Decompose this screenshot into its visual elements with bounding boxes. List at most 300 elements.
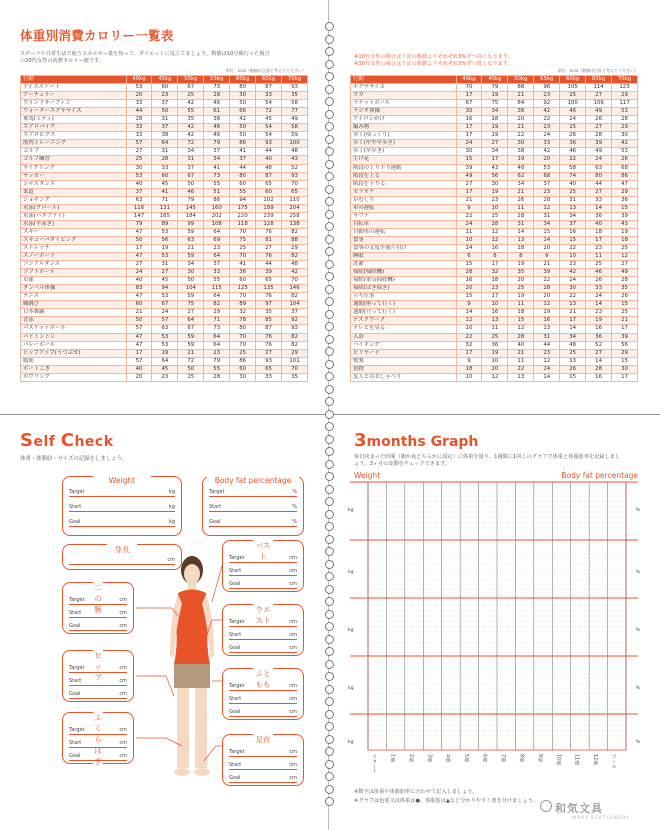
- kcal-cell: 45: [256, 116, 282, 124]
- kcal-cell: 32: [456, 341, 482, 349]
- kcal-cell: 11: [456, 228, 482, 236]
- activity-cell: 掃除(はき掃き): [351, 285, 457, 293]
- ankle-target-field[interactable]: Target cm: [229, 749, 297, 755]
- kcal-cell: 49: [612, 269, 638, 277]
- kcal-cell: 11: [508, 357, 534, 365]
- kcal-cell: 22: [560, 293, 586, 301]
- kcal-cell: 39: [534, 269, 560, 277]
- calf-goal-field[interactable]: Goal cm: [69, 753, 127, 759]
- kcal-cell: 37: [281, 309, 307, 317]
- kcal-cell: 17: [612, 373, 638, 381]
- table-row: [21, 196, 308, 204]
- kcal-cell: 22: [560, 244, 586, 252]
- activity-cell: 掃除(掃除機): [351, 269, 457, 277]
- binder-ring: [325, 460, 334, 469]
- kcal-cell: 67: [178, 84, 204, 92]
- week-label: 6週: [481, 754, 487, 762]
- kcal-cell: 15: [612, 301, 638, 309]
- kcal-cell: 25: [586, 261, 612, 269]
- kcal-cell: 48: [508, 164, 534, 172]
- kcal-cell: 34: [560, 333, 586, 341]
- kg-axis-label: kg: [348, 508, 354, 513]
- activity-cell: アイススケート: [21, 84, 127, 92]
- kcal-cell: 17: [612, 325, 638, 333]
- activity-cell: テレビを見る: [351, 325, 457, 333]
- activity-cell: 歩く(やや早歩き): [351, 140, 457, 148]
- activity-cell: テニス: [21, 293, 127, 301]
- kcal-cell: 28: [612, 116, 638, 124]
- kcal-cell: 59: [178, 341, 204, 349]
- kcal-cell: 53: [152, 293, 178, 301]
- kcal-cell: 17: [126, 349, 152, 357]
- table-row: [21, 132, 308, 140]
- activity-cell: 通勤(立って行く): [351, 309, 457, 317]
- kcal-cell: 82: [281, 228, 307, 236]
- bodyfat-label: Body fat percentage: [207, 476, 299, 485]
- kcal-cell: 79: [126, 220, 152, 228]
- kcal-cell: 14: [586, 301, 612, 309]
- activity-cell: ゴルフ練習: [21, 156, 127, 164]
- kcal-cell: 39: [612, 333, 638, 341]
- kcal-cell: 30: [560, 285, 586, 293]
- kcal-cell: 29: [281, 244, 307, 252]
- kcal-cell: 92: [534, 100, 560, 108]
- kcal-cell: 37: [152, 124, 178, 132]
- kcal-cell: 21: [178, 244, 204, 252]
- kcal-cell: 33: [126, 132, 152, 140]
- kcal-cell: 72: [178, 357, 204, 365]
- age-note-teens: ※10代女性の場合は下記の数値よりそれぞれ5%ずつ高くなります。: [354, 54, 513, 60]
- table-row: [21, 365, 308, 373]
- kcal-cell: 50: [230, 124, 256, 132]
- table-row: [21, 293, 308, 301]
- kcal-cell: 80: [586, 172, 612, 180]
- kcal-cell: 25: [482, 333, 508, 341]
- kcal-cell: 25: [230, 244, 256, 252]
- activity-cell: 歩く(ゆっくり): [351, 132, 457, 140]
- kcal-cell: 20: [126, 92, 152, 100]
- activity-cell: スノーボード: [21, 253, 127, 261]
- kcal-cell: 19: [152, 349, 178, 357]
- hip-goal-field[interactable]: Goal cm: [69, 691, 127, 697]
- waist-goal-field[interactable]: Goal cm: [229, 645, 297, 651]
- table-row: [21, 92, 308, 100]
- graph-grid[interactable]: [346, 478, 642, 753]
- bodyfat-target-field[interactable]: Target %: [209, 489, 297, 495]
- ankle-goal-field[interactable]: Goal cm: [229, 775, 297, 781]
- calf-start-field[interactable]: Start cm: [69, 740, 127, 746]
- table-intro: スポーツや日常生活で使うエネルギー量を知って、ダイエットに役立てましょう。数値は10分間行った場合の20代女性の消費カロリー値です。: [20, 51, 270, 64]
- kcal-cell: 27: [256, 349, 282, 357]
- kcal-cell: 36: [230, 269, 256, 277]
- column-header-55kg: 55kg: [534, 76, 560, 84]
- kcal-cell: 67: [178, 325, 204, 333]
- kcal-cell: 33: [586, 285, 612, 293]
- kcal-cell: 22: [508, 365, 534, 373]
- kcal-cell: 24: [586, 156, 612, 164]
- kcal-cell: 30: [126, 164, 152, 172]
- upper-arm-start-field[interactable]: Start cm: [69, 610, 127, 616]
- week-label: スタート: [371, 754, 376, 774]
- kcal-cell: 60: [256, 188, 282, 196]
- kcal-cell: 31: [534, 212, 560, 220]
- activity-cell: スキー: [21, 228, 127, 236]
- height-field[interactable]: cm: [69, 555, 175, 565]
- week-label: 7週: [500, 754, 505, 762]
- kcal-cell: 82: [204, 301, 230, 309]
- weight-start-field[interactable]: Start kg: [69, 504, 175, 510]
- kcal-cell: 96: [534, 84, 560, 92]
- bodyfat-start-field[interactable]: Start %: [209, 504, 297, 510]
- kcal-cell: 15: [456, 156, 482, 164]
- kcal-cell: 24: [152, 309, 178, 317]
- calf-label: ふくらはぎ: [94, 713, 102, 766]
- kcal-cell: 15: [560, 236, 586, 244]
- table-row: [351, 269, 638, 277]
- kcal-cell: 31: [152, 261, 178, 269]
- kcal-cell: 80: [230, 325, 256, 333]
- kcal-cell: 104: [281, 301, 307, 309]
- kcal-cell: 21: [508, 349, 534, 357]
- kcal-cell: 24: [560, 277, 586, 285]
- kcal-cell: 22: [508, 132, 534, 140]
- table-row: [351, 341, 638, 349]
- kcal-cell: 10: [482, 301, 508, 309]
- kcal-cell: 14: [586, 204, 612, 212]
- kcal-cell: 18: [482, 116, 508, 124]
- bodyfat-goal-field[interactable]: Goal %: [209, 519, 297, 525]
- kcal-cell: 19: [482, 349, 508, 357]
- kcal-cell: 50: [178, 365, 204, 373]
- kcal-cell: 17: [126, 244, 152, 252]
- kcal-cell: 54: [256, 100, 282, 108]
- kcal-cell: 15: [456, 293, 482, 301]
- kcal-cell: 46: [560, 148, 586, 156]
- kcal-cell: 69: [204, 236, 230, 244]
- kcal-cell: 37: [204, 148, 230, 156]
- kcal-cell: 49: [586, 108, 612, 116]
- activity-cell: 自動車の運転: [351, 228, 457, 236]
- kcal-cell: 68: [612, 164, 638, 172]
- ankle-label: 足首: [253, 734, 273, 745]
- column-header-65kg: 65kg: [586, 76, 612, 84]
- kcal-cell: 34: [560, 212, 586, 220]
- kcal-cell: 23: [534, 92, 560, 100]
- kcal-cell: 41: [230, 261, 256, 269]
- kcal-cell: 67: [456, 100, 482, 108]
- bust-goal-field[interactable]: Goal cm: [229, 581, 297, 587]
- kcal-cell: 20: [482, 365, 508, 373]
- kcal-cell: 16: [482, 244, 508, 252]
- kcal-cell: 53: [126, 84, 152, 92]
- kcal-cell: 47: [126, 253, 152, 261]
- kcal-cell: 16: [534, 317, 560, 325]
- kcal-cell: 46: [204, 100, 230, 108]
- bust-target-field[interactable]: Target cm: [229, 555, 297, 561]
- kcal-cell: 45: [152, 365, 178, 373]
- kcal-cell: 12: [482, 373, 508, 381]
- table-row: [21, 325, 308, 333]
- kcal-cell: 63: [178, 236, 204, 244]
- activity-cell: 縄跳び: [21, 301, 127, 309]
- kcal-cell: 72: [256, 108, 282, 116]
- week-label: 9週: [536, 754, 542, 762]
- kcal-cell: 47: [612, 180, 638, 188]
- age-note-thirties: ※30代女性の場合は下記の数値よりそれぞれ5%ずつ低くなります。: [354, 61, 513, 67]
- thigh-start-field[interactable]: Start cm: [229, 696, 297, 702]
- binder-ring: [325, 785, 334, 794]
- kcal-cell: 61: [204, 108, 230, 116]
- thigh-target-field[interactable]: Target cm: [229, 683, 297, 689]
- kcal-cell: 14: [456, 309, 482, 317]
- kcal-cell: 53: [612, 108, 638, 116]
- brand-name: 和気文具: [555, 802, 603, 815]
- kcal-cell: 28: [586, 365, 612, 373]
- kcal-cell: 102: [256, 196, 282, 204]
- kcal-cell: 93: [256, 140, 282, 148]
- table-row: [21, 228, 308, 236]
- calf-target-field[interactable]: Target cm: [69, 727, 127, 733]
- kcal-cell: 12: [456, 317, 482, 325]
- table-row: [21, 349, 308, 357]
- kcal-cell: 41: [152, 188, 178, 196]
- kcal-cell: 88: [281, 236, 307, 244]
- kcal-cell: 14: [508, 228, 534, 236]
- kcal-cell: 60: [230, 365, 256, 373]
- kcal-cell: 26: [508, 196, 534, 204]
- kcal-cell: 53: [152, 333, 178, 341]
- hip-target-field[interactable]: Target cm: [69, 665, 127, 671]
- self-check-title: Self Check: [20, 430, 114, 451]
- kcal-cell: 31: [178, 156, 204, 164]
- kcal-cell: 29: [612, 188, 638, 196]
- kcal-cell: 147: [126, 212, 152, 220]
- activity-cell: ソシアルダンス: [21, 261, 127, 269]
- binder-ring: [325, 522, 334, 531]
- weight-label: Weight: [93, 476, 151, 485]
- kcal-cell: 33: [204, 269, 230, 277]
- kcal-cell: 59: [281, 132, 307, 140]
- column-header-60kg: 60kg: [560, 76, 586, 84]
- activity-cell: 入浴: [351, 333, 457, 341]
- hip-start-field[interactable]: Start cm: [69, 678, 127, 684]
- ankle-start-field[interactable]: Start cm: [229, 762, 297, 768]
- kcal-cell: 42: [178, 124, 204, 132]
- kcal-cell: 18: [508, 309, 534, 317]
- kcal-cell: 46: [586, 269, 612, 277]
- kcal-cell: 32: [230, 309, 256, 317]
- percent-axis-label: %: [635, 740, 640, 745]
- activity-cell: エアロバイク: [21, 124, 127, 132]
- calorie-table-right: [350, 75, 638, 382]
- binder-ring: [325, 722, 334, 731]
- activity-cell: ウインドサーフィン: [21, 100, 127, 108]
- kcal-cell: 31: [508, 220, 534, 228]
- kcal-cell: 9: [456, 357, 482, 365]
- kcal-cell: 48: [281, 261, 307, 269]
- kcal-cell: 66: [230, 108, 256, 116]
- column-header-activity: 行動: [21, 76, 127, 84]
- kcal-cell: 25: [178, 92, 204, 100]
- kcal-cell: 6: [456, 253, 482, 261]
- kcal-cell: 21: [508, 124, 534, 132]
- kcal-cell: 8: [482, 253, 508, 261]
- kcal-cell: 24: [456, 140, 482, 148]
- kcal-cell: 26: [560, 365, 586, 373]
- kcal-cell: 20: [534, 293, 560, 301]
- kcal-cell: 23: [152, 373, 178, 381]
- table-row: [21, 236, 308, 244]
- kcal-cell: 93: [256, 357, 282, 365]
- kcal-cell: 10: [456, 373, 482, 381]
- kcal-cell: 75: [482, 100, 508, 108]
- kcal-cell: 42: [178, 100, 204, 108]
- kcal-cell: 34: [482, 148, 508, 156]
- kcal-cell: 33: [152, 164, 178, 172]
- binder-ring: [325, 660, 334, 669]
- kcal-cell: 13: [560, 204, 586, 212]
- kcal-cell: 38: [508, 148, 534, 156]
- table-row: [351, 301, 638, 309]
- weight-goal-field[interactable]: Goal kg: [69, 519, 175, 525]
- binder-ring: [325, 297, 334, 306]
- kcal-cell: 73: [204, 84, 230, 92]
- upper-arm-target-field[interactable]: Target cm: [69, 597, 127, 603]
- kcal-cell: 13: [560, 301, 586, 309]
- kcal-cell: 93: [281, 172, 307, 180]
- weight-target-field[interactable]: Target kg: [69, 489, 175, 495]
- kcal-cell: 74: [560, 172, 586, 180]
- kcal-cell: 40: [126, 365, 152, 373]
- activity-cell: 自転車: [351, 220, 457, 228]
- table-row: [351, 132, 638, 140]
- waist-target-field[interactable]: Target cm: [229, 619, 297, 625]
- kcal-cell: 65: [281, 188, 307, 196]
- kcal-cell: 27: [178, 309, 204, 317]
- kcal-cell: 20: [126, 373, 152, 381]
- kcal-cell: 22: [560, 156, 586, 164]
- kcal-cell: 57: [126, 357, 152, 365]
- activity-cell: ヒップアップ(うつぶせ): [21, 349, 127, 357]
- kcal-cell: 16: [456, 277, 482, 285]
- column-header-45kg: 45kg: [482, 76, 508, 84]
- activity-cell: ウォーターエクササイズ: [21, 108, 127, 116]
- kcal-cell: 21: [508, 92, 534, 100]
- table-row: [21, 357, 308, 365]
- kcal-cell: 117: [612, 100, 638, 108]
- binder-ring: [325, 247, 334, 256]
- kcal-cell: 73: [204, 172, 230, 180]
- kcal-cell: 50: [230, 132, 256, 140]
- kcal-cell: 20: [456, 285, 482, 293]
- kcal-cell: 33: [126, 124, 152, 132]
- kcal-cell: 77: [281, 108, 307, 116]
- kcal-cell: 12: [612, 253, 638, 261]
- table-row: [351, 333, 638, 341]
- kcal-cell: 23: [534, 188, 560, 196]
- kcal-cell: 258: [281, 212, 307, 220]
- kcal-cell: 10: [456, 236, 482, 244]
- kcal-cell: 76: [256, 293, 282, 301]
- kcal-cell: 89: [152, 220, 178, 228]
- binder-ring: [325, 260, 334, 269]
- activity-cell: 背泳: [21, 317, 127, 325]
- brand-subtitle: WAKI STATIONERY: [572, 815, 631, 820]
- graph-intro: 毎日決まった時間（朝か夜どちらかに設定）に体重を量り、1週間に1回このグラフで体重と体脂肪率を記録しましょう。3ヶ月の変動をチェックできます。: [354, 454, 621, 467]
- table-row: [351, 84, 638, 92]
- binder-ring: [325, 160, 334, 169]
- table-row: [351, 148, 638, 156]
- thigh-goal-field[interactable]: Goal cm: [229, 709, 297, 715]
- kcal-cell: 9: [456, 301, 482, 309]
- binder-ring: [325, 310, 334, 319]
- kcal-cell: 40: [586, 220, 612, 228]
- kcal-cell: 55: [178, 108, 204, 116]
- kcal-cell: 28: [482, 220, 508, 228]
- kcal-cell: 86: [230, 357, 256, 365]
- kcal-cell: 40: [256, 156, 282, 164]
- kcal-cell: 16: [586, 373, 612, 381]
- kcal-cell: 49: [456, 172, 482, 180]
- activity-cell: 柔道: [21, 188, 127, 196]
- activity-cell: ボートこぎ: [21, 365, 127, 373]
- kcal-cell: 37: [204, 261, 230, 269]
- kcal-cell: 21: [560, 309, 586, 317]
- calorie-table-page-left: [16, 16, 312, 412]
- binder-ring: [325, 222, 334, 231]
- kcal-cell: 11: [586, 253, 612, 261]
- upper-arm-goal-field[interactable]: Goal cm: [69, 623, 127, 629]
- kcal-cell: 13: [508, 236, 534, 244]
- waist-start-field[interactable]: Start cm: [229, 632, 297, 638]
- kcal-cell: 17: [456, 92, 482, 100]
- binder-ring: [325, 635, 334, 644]
- table-row: [21, 124, 308, 132]
- kcal-cell: 70: [230, 228, 256, 236]
- kcal-cell: 19: [508, 156, 534, 164]
- kcal-cell: 27: [126, 261, 152, 269]
- binder-ring: [325, 472, 334, 481]
- kcal-cell: 34: [534, 220, 560, 228]
- kcal-cell: 25: [560, 188, 586, 196]
- kcal-cell: 94: [230, 196, 256, 204]
- week-label: 5週: [463, 754, 469, 762]
- kcal-cell: 21: [178, 349, 204, 357]
- table-row: [351, 309, 638, 317]
- kcal-cell: 52: [586, 341, 612, 349]
- kcal-cell: 220: [230, 212, 256, 220]
- activity-cell: ビリヤード: [351, 349, 457, 357]
- table-row: [351, 365, 638, 373]
- kcal-cell: 41: [230, 148, 256, 156]
- calorie-table-page-right: [346, 16, 642, 412]
- kcal-cell: 43: [281, 156, 307, 164]
- activity-cell: 食事の支度や後片付け: [351, 244, 457, 252]
- kcal-cell: 125: [230, 285, 256, 293]
- table-row: [21, 301, 308, 309]
- kcal-cell: 22: [456, 212, 482, 220]
- kcal-cell: 47: [126, 333, 152, 341]
- activity-cell: 草むしり: [351, 196, 457, 204]
- activity-cell: バスケットボール: [21, 325, 127, 333]
- kcal-cell: 57: [126, 325, 152, 333]
- kg-axis-label: kg: [348, 570, 354, 575]
- kcal-cell: 40: [560, 180, 586, 188]
- bust-start-field[interactable]: Start cm: [229, 568, 297, 574]
- binder-ring: [325, 97, 334, 106]
- kcal-cell: 17: [482, 156, 508, 164]
- binder-ring: [325, 122, 334, 131]
